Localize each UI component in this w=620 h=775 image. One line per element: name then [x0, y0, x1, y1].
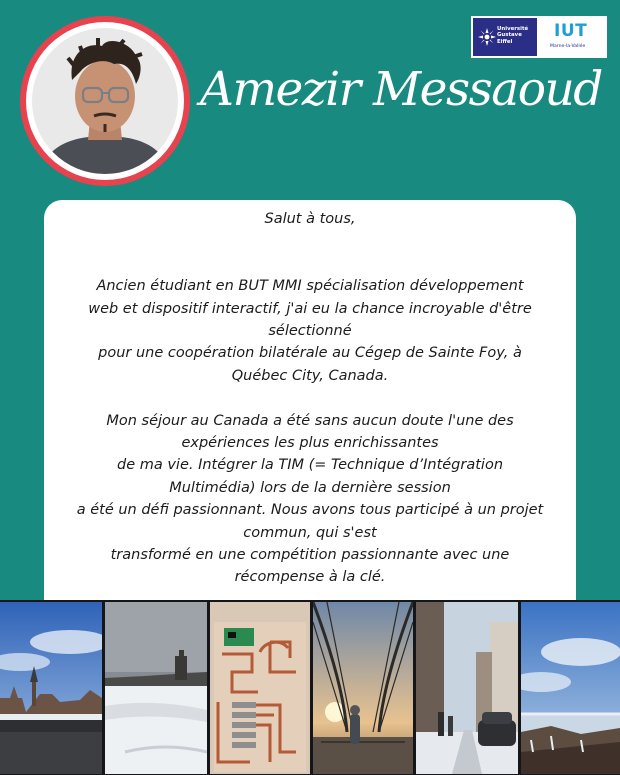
iut-logo: [540, 18, 605, 56]
message-card: [44, 200, 576, 620]
paragraph2-line: de ma vie. Intégrer la TIM (= Technique d’Intégration: [116, 457, 504, 474]
photo-snowy-field: [105, 602, 207, 774]
iut-logo-text: IUT: [554, 21, 588, 41]
ugef-line-3: Eiffel: [497, 38, 513, 45]
paragraph1-line: sélectionné: [268, 323, 352, 339]
iut-location: Marne-la-Vallée: [550, 44, 586, 49]
paragraph1-line: pour une coopération bilatérale au Cégep de Sainte Foy, à: [98, 345, 522, 362]
paragraph2-line: expériences les plus enrichissantes: [181, 435, 439, 452]
photo-circuit-board: [210, 602, 310, 774]
avatar: [20, 16, 190, 186]
photo-gallery: [0, 600, 620, 775]
greeting: Salut à tous,: [264, 211, 356, 227]
logo-bar: [471, 16, 607, 58]
message-text: [44, 208, 576, 589]
paragraph2-line: commun, qui s'est: [243, 524, 377, 541]
university-logo-text: [497, 26, 528, 45]
photo-chateau-city: [0, 602, 102, 774]
avatar-photo: [32, 28, 178, 174]
avatar-border: [26, 22, 184, 180]
paragraph1-line: web et dispositif interactif, j'ai eu la chance incroyable d'être: [88, 300, 532, 317]
paragraph1-line: Québec City, Canada.: [231, 367, 389, 384]
person-name: Amezir Messaoud: [200, 62, 602, 117]
photo-suspension-bridge: [313, 602, 413, 774]
ugef-line-1: Université: [497, 26, 529, 32]
ugef-emblem-icon: [476, 26, 498, 48]
paragraph2-line: Mon séjour au Canada a été sans aucun doute l'une des: [106, 412, 514, 429]
photo-river-view: [521, 602, 620, 774]
paragraph2-line: récompense à la clé.: [234, 569, 386, 586]
paragraph2-line: a été un défi passionnant. Nous avons tous participé à un projet: [76, 502, 544, 519]
paragraph2-line: transformé en une compétition passionnante avec une: [110, 547, 510, 564]
ugef-line-2: Gustave: [497, 32, 522, 39]
portrait-image: [32, 28, 178, 174]
paragraph1-line: Ancien étudiant en BUT MMI spécialisation développement: [96, 278, 524, 295]
photo-snowy-street: [416, 602, 518, 774]
paragraph2-line: Multimédia) lors de la dernière session: [169, 479, 451, 496]
university-logo: [473, 18, 537, 56]
